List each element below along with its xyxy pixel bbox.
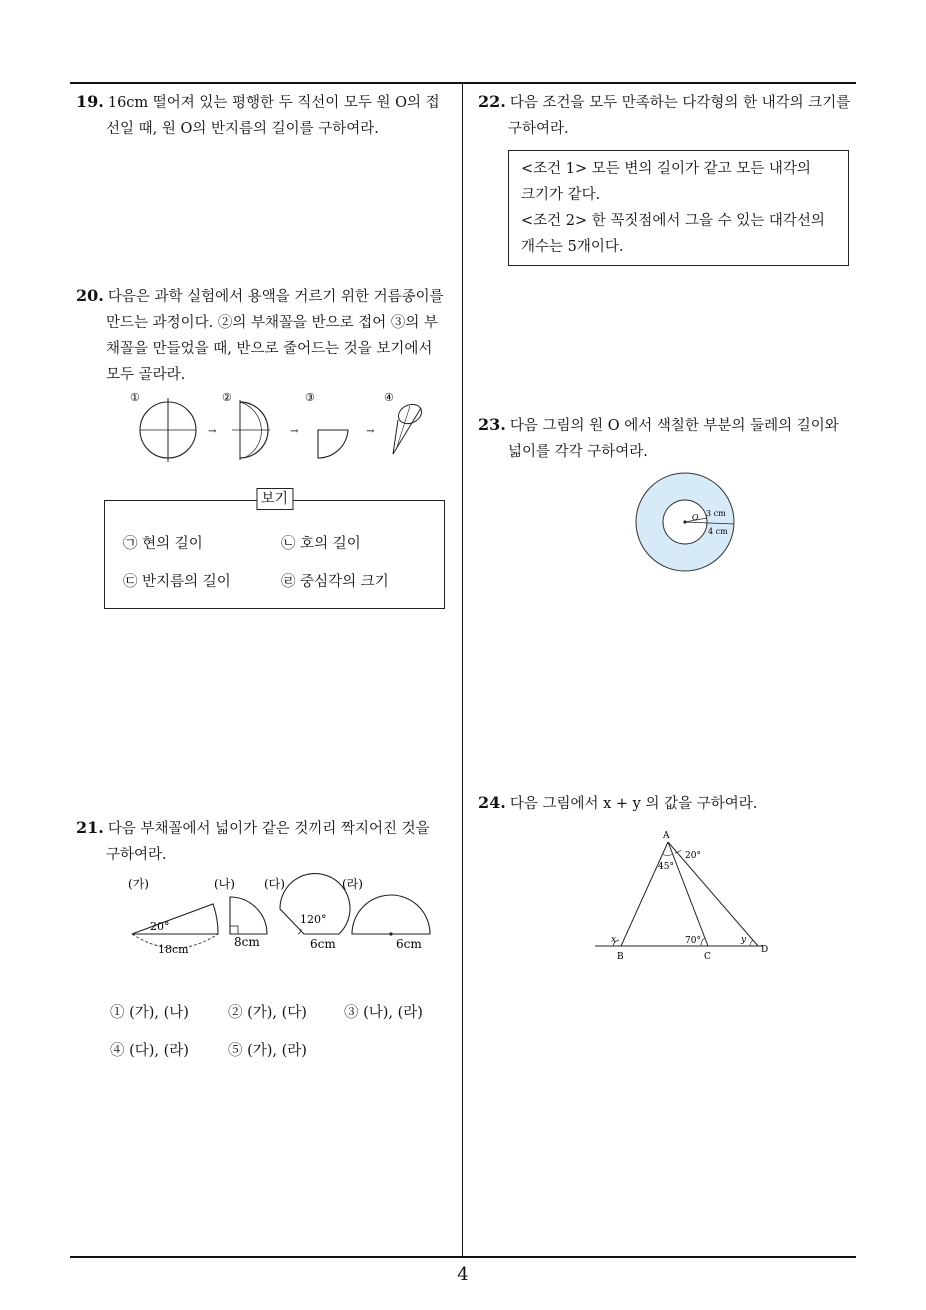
option-item: ㉠ 현의 길이	[123, 536, 203, 552]
point-d-label: D	[761, 945, 769, 955]
option-item: ㉢ 반지름의 길이	[123, 574, 231, 590]
length-label-8: 8cm	[234, 935, 260, 949]
question-24	[478, 790, 863, 817]
answer-choice-5: ⑤ (가), (라)	[228, 1043, 307, 1059]
question-22	[478, 89, 863, 142]
figure-label-ra: (라)	[342, 877, 363, 891]
step-label-1: ①	[130, 391, 140, 404]
question-text: 구하여라.	[508, 121, 569, 137]
sector-ra	[352, 895, 430, 936]
question-text: 만드는 과정이다. ②의 부채꼴을 반으로 접어 ③의 부	[106, 315, 439, 331]
step-label-4: ④	[384, 391, 394, 404]
question-number: 21.	[76, 818, 104, 837]
question-text: 다음 그림에서 x + y 의 값을 구하여라.	[509, 796, 758, 812]
arrow-icon: →	[290, 426, 299, 437]
answer-choice-2: ② (가), (다)	[228, 1005, 307, 1021]
arrow-icon: →	[366, 426, 375, 437]
step-3-quarter-sector	[318, 430, 348, 458]
step-label-3: ③	[305, 391, 315, 404]
length-label-18: 18cm	[158, 943, 189, 956]
condition-1: <조건 1> 모든 변의 길이가 같고 모든 내각의	[521, 161, 811, 177]
option-item: ㉣ 중심각의 크기	[281, 574, 389, 590]
answer-choice-4: ④ (다), (라)	[110, 1043, 189, 1059]
page-number: 4	[457, 1264, 469, 1285]
sector-ga	[132, 904, 218, 948]
inner-radius-label: 3 cm	[706, 509, 726, 518]
length-label-6a: 6cm	[310, 937, 336, 951]
condition-2-cont: 개수는 5개이다.	[521, 239, 624, 255]
question-text: 다음 조건을 모두 만족하는 다각형의 한 내각의 크기를	[509, 95, 851, 111]
question-text: 선일 때, 원 O의 반지름의 길이를 구하여라.	[106, 121, 379, 137]
center-label: O	[692, 513, 699, 522]
question-number: 22.	[478, 92, 506, 111]
condition-2: <조건 2> 한 꼭짓점에서 그을 수 있는 대각선의	[521, 213, 825, 229]
question-text: 모두 골라라.	[106, 367, 186, 383]
question-number: 19.	[76, 92, 104, 111]
question-text: 넓이를 각각 구하여라.	[508, 444, 648, 460]
point-b-label: B	[617, 952, 624, 962]
angle-label-20: 20°	[685, 851, 701, 861]
question-21	[76, 815, 461, 868]
question-number: 23.	[478, 415, 506, 434]
question-text: 다음 그림의 원 O 에서 색칠한 부분의 둘레의 길이와	[509, 418, 839, 434]
point-a-label: A	[663, 831, 670, 841]
question-text: 다음 부채꼴에서 넓이가 같은 것끼리 짝지어진 것을	[107, 821, 430, 837]
arrow-icon: →	[208, 426, 217, 437]
question-text: 16cm 떨어져 있는 평행한 두 직선이 모두 원 O의 접	[107, 95, 440, 111]
conditions-box	[508, 150, 849, 266]
angle-label-120: 120°	[300, 913, 327, 926]
question-text: 채꼴을 만들었을 때, 반으로 줄어드는 것을 보기에서	[106, 341, 433, 357]
bottom-rule	[70, 1256, 856, 1258]
center-divider	[462, 82, 463, 1258]
outer-radius-label: 4 cm	[708, 527, 728, 536]
sector-na	[230, 897, 267, 934]
question-23	[478, 412, 863, 465]
question-text: 구하여라.	[106, 847, 167, 863]
side-ad	[668, 842, 758, 946]
question-20	[76, 283, 461, 388]
sectors-figure	[120, 872, 440, 962]
step-2-semicircle	[232, 400, 270, 460]
figure-label-na: (나)	[214, 877, 235, 891]
answer-choice-3: ③ (나), (라)	[344, 1005, 423, 1021]
step-4-cone	[393, 401, 425, 454]
point-c-label: C	[704, 952, 711, 962]
triangle-figure	[595, 826, 785, 966]
angle-label-45: 45°	[658, 862, 674, 872]
step-label-2: ②	[222, 391, 232, 404]
figure-label-da: (다)	[264, 877, 285, 891]
question-number: 24.	[478, 793, 506, 812]
question-text: 다음은 과학 실험에서 용액을 거르기 위한 거름종이를	[107, 289, 444, 305]
options-box	[104, 491, 445, 609]
variable-y-label: y	[741, 935, 747, 945]
options-box-title: 보기	[256, 488, 293, 510]
step-1-circle	[140, 398, 196, 462]
condition-1-cont: 크기가 같다.	[521, 187, 601, 203]
side-ab	[621, 842, 668, 946]
figure-label-ga: (가)	[128, 877, 149, 891]
angle-label-20: 20°	[150, 920, 170, 933]
question-number: 20.	[76, 286, 104, 305]
question-19	[76, 89, 461, 142]
variable-x-label: x	[611, 935, 617, 945]
answer-choice-1: ① (가), (나)	[110, 1005, 189, 1021]
annulus-figure	[630, 466, 742, 578]
filter-paper-figure	[120, 388, 440, 468]
option-item: ㉡ 호의 길이	[281, 536, 361, 552]
angle-label-70: 70°	[685, 936, 701, 946]
length-label-6b: 6cm	[396, 937, 422, 951]
